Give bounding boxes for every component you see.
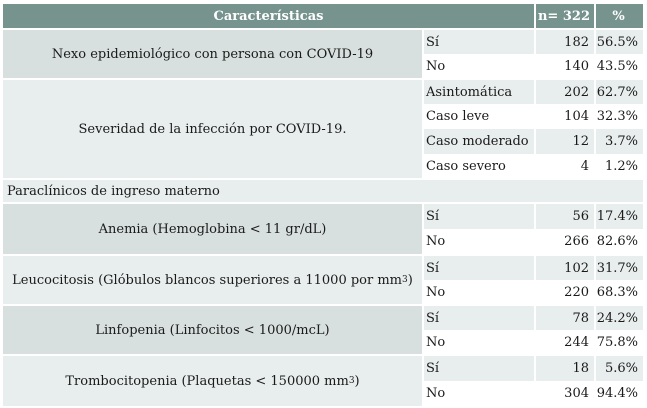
row-category: No bbox=[422, 54, 534, 78]
row-pct: 5.6% bbox=[594, 356, 643, 381]
row-pct: 17.4% bbox=[594, 204, 643, 229]
row-category: No bbox=[422, 330, 534, 354]
table-divider bbox=[534, 4, 536, 180]
row-pct: 75.8% bbox=[594, 330, 643, 354]
table-divider bbox=[3, 354, 643, 356]
row-n: 78 bbox=[534, 306, 594, 330]
group-label-anemia: Anemia (Hemoglobina < 11 gr/dL) bbox=[3, 204, 422, 254]
row-n: 18 bbox=[534, 356, 594, 381]
label-text: Trombocitopenia (Plaquetas < 150000 mm bbox=[65, 373, 349, 389]
group-label-nexo: Nexo epidemiológico con persona con COVID-19 bbox=[3, 30, 422, 78]
characteristics-table bbox=[3, 4, 643, 406]
row-n: 182 bbox=[534, 30, 594, 54]
table-divider bbox=[3, 28, 643, 30]
label-end: ) bbox=[354, 373, 360, 389]
row-category: Sí bbox=[422, 204, 534, 229]
row-n: 56 bbox=[534, 204, 594, 229]
row-pct: 3.7% bbox=[594, 129, 643, 154]
table-divider bbox=[3, 254, 643, 256]
row-category: Asintomática bbox=[422, 80, 534, 104]
row-category: Sí bbox=[422, 256, 534, 280]
row-n: 304 bbox=[534, 381, 594, 406]
row-pct: 1.2% bbox=[594, 154, 643, 178]
row-pct: 31.7% bbox=[594, 256, 643, 280]
row-category: No bbox=[422, 280, 534, 304]
row-pct: 32.3% bbox=[594, 104, 643, 129]
row-category: No bbox=[422, 381, 534, 406]
row-n: 140 bbox=[534, 54, 594, 78]
row-n: 4 bbox=[534, 154, 594, 178]
row-n: 202 bbox=[534, 80, 594, 104]
table-divider bbox=[594, 4, 596, 180]
group-label-severidad: Severidad de la infección por COVID-19. bbox=[3, 80, 422, 178]
row-n: 104 bbox=[534, 104, 594, 129]
header-n: n= 322 bbox=[534, 4, 594, 28]
group-label-leucocitosis bbox=[3, 256, 422, 304]
label-text: Leucocitosis (Glóbulos blancos superiores a 11000 por mm bbox=[12, 272, 403, 288]
row-category: Sí bbox=[422, 306, 534, 330]
table-divider bbox=[3, 78, 643, 80]
row-category: Caso severo bbox=[422, 154, 534, 178]
section-heading: Paraclínicos de ingreso materno bbox=[3, 180, 643, 202]
superscript: 3 bbox=[402, 275, 408, 285]
row-n: 220 bbox=[534, 280, 594, 304]
header-pct: % bbox=[594, 4, 643, 28]
row-category: No bbox=[422, 229, 534, 254]
row-pct: 56.5% bbox=[594, 30, 643, 54]
row-pct: 94.4% bbox=[594, 381, 643, 406]
row-category: Caso moderado bbox=[422, 129, 534, 154]
header-characteristics: Características bbox=[3, 4, 534, 28]
row-n: 266 bbox=[534, 229, 594, 254]
table-divider bbox=[3, 178, 643, 180]
group-label-linfopenia: Linfopenia (Linfocitos < 1000/mcL) bbox=[3, 306, 422, 354]
row-pct: 82.6% bbox=[594, 229, 643, 254]
row-n: 102 bbox=[534, 256, 594, 280]
row-pct: 62.7% bbox=[594, 80, 643, 104]
row-pct: 24.2% bbox=[594, 306, 643, 330]
row-n: 244 bbox=[534, 330, 594, 354]
group-label-trombocitopenia bbox=[3, 356, 422, 406]
table-divider bbox=[422, 28, 424, 180]
row-pct: 68.3% bbox=[594, 280, 643, 304]
row-category: Sí bbox=[422, 30, 534, 54]
superscript: 3 bbox=[348, 376, 355, 386]
row-n: 12 bbox=[534, 129, 594, 154]
row-category: Caso leve bbox=[422, 104, 534, 129]
table-divider bbox=[3, 202, 643, 204]
label-end: ) bbox=[407, 272, 413, 288]
row-category: Sí bbox=[422, 356, 534, 381]
row-pct: 43.5% bbox=[594, 54, 643, 78]
table-divider bbox=[3, 304, 643, 306]
